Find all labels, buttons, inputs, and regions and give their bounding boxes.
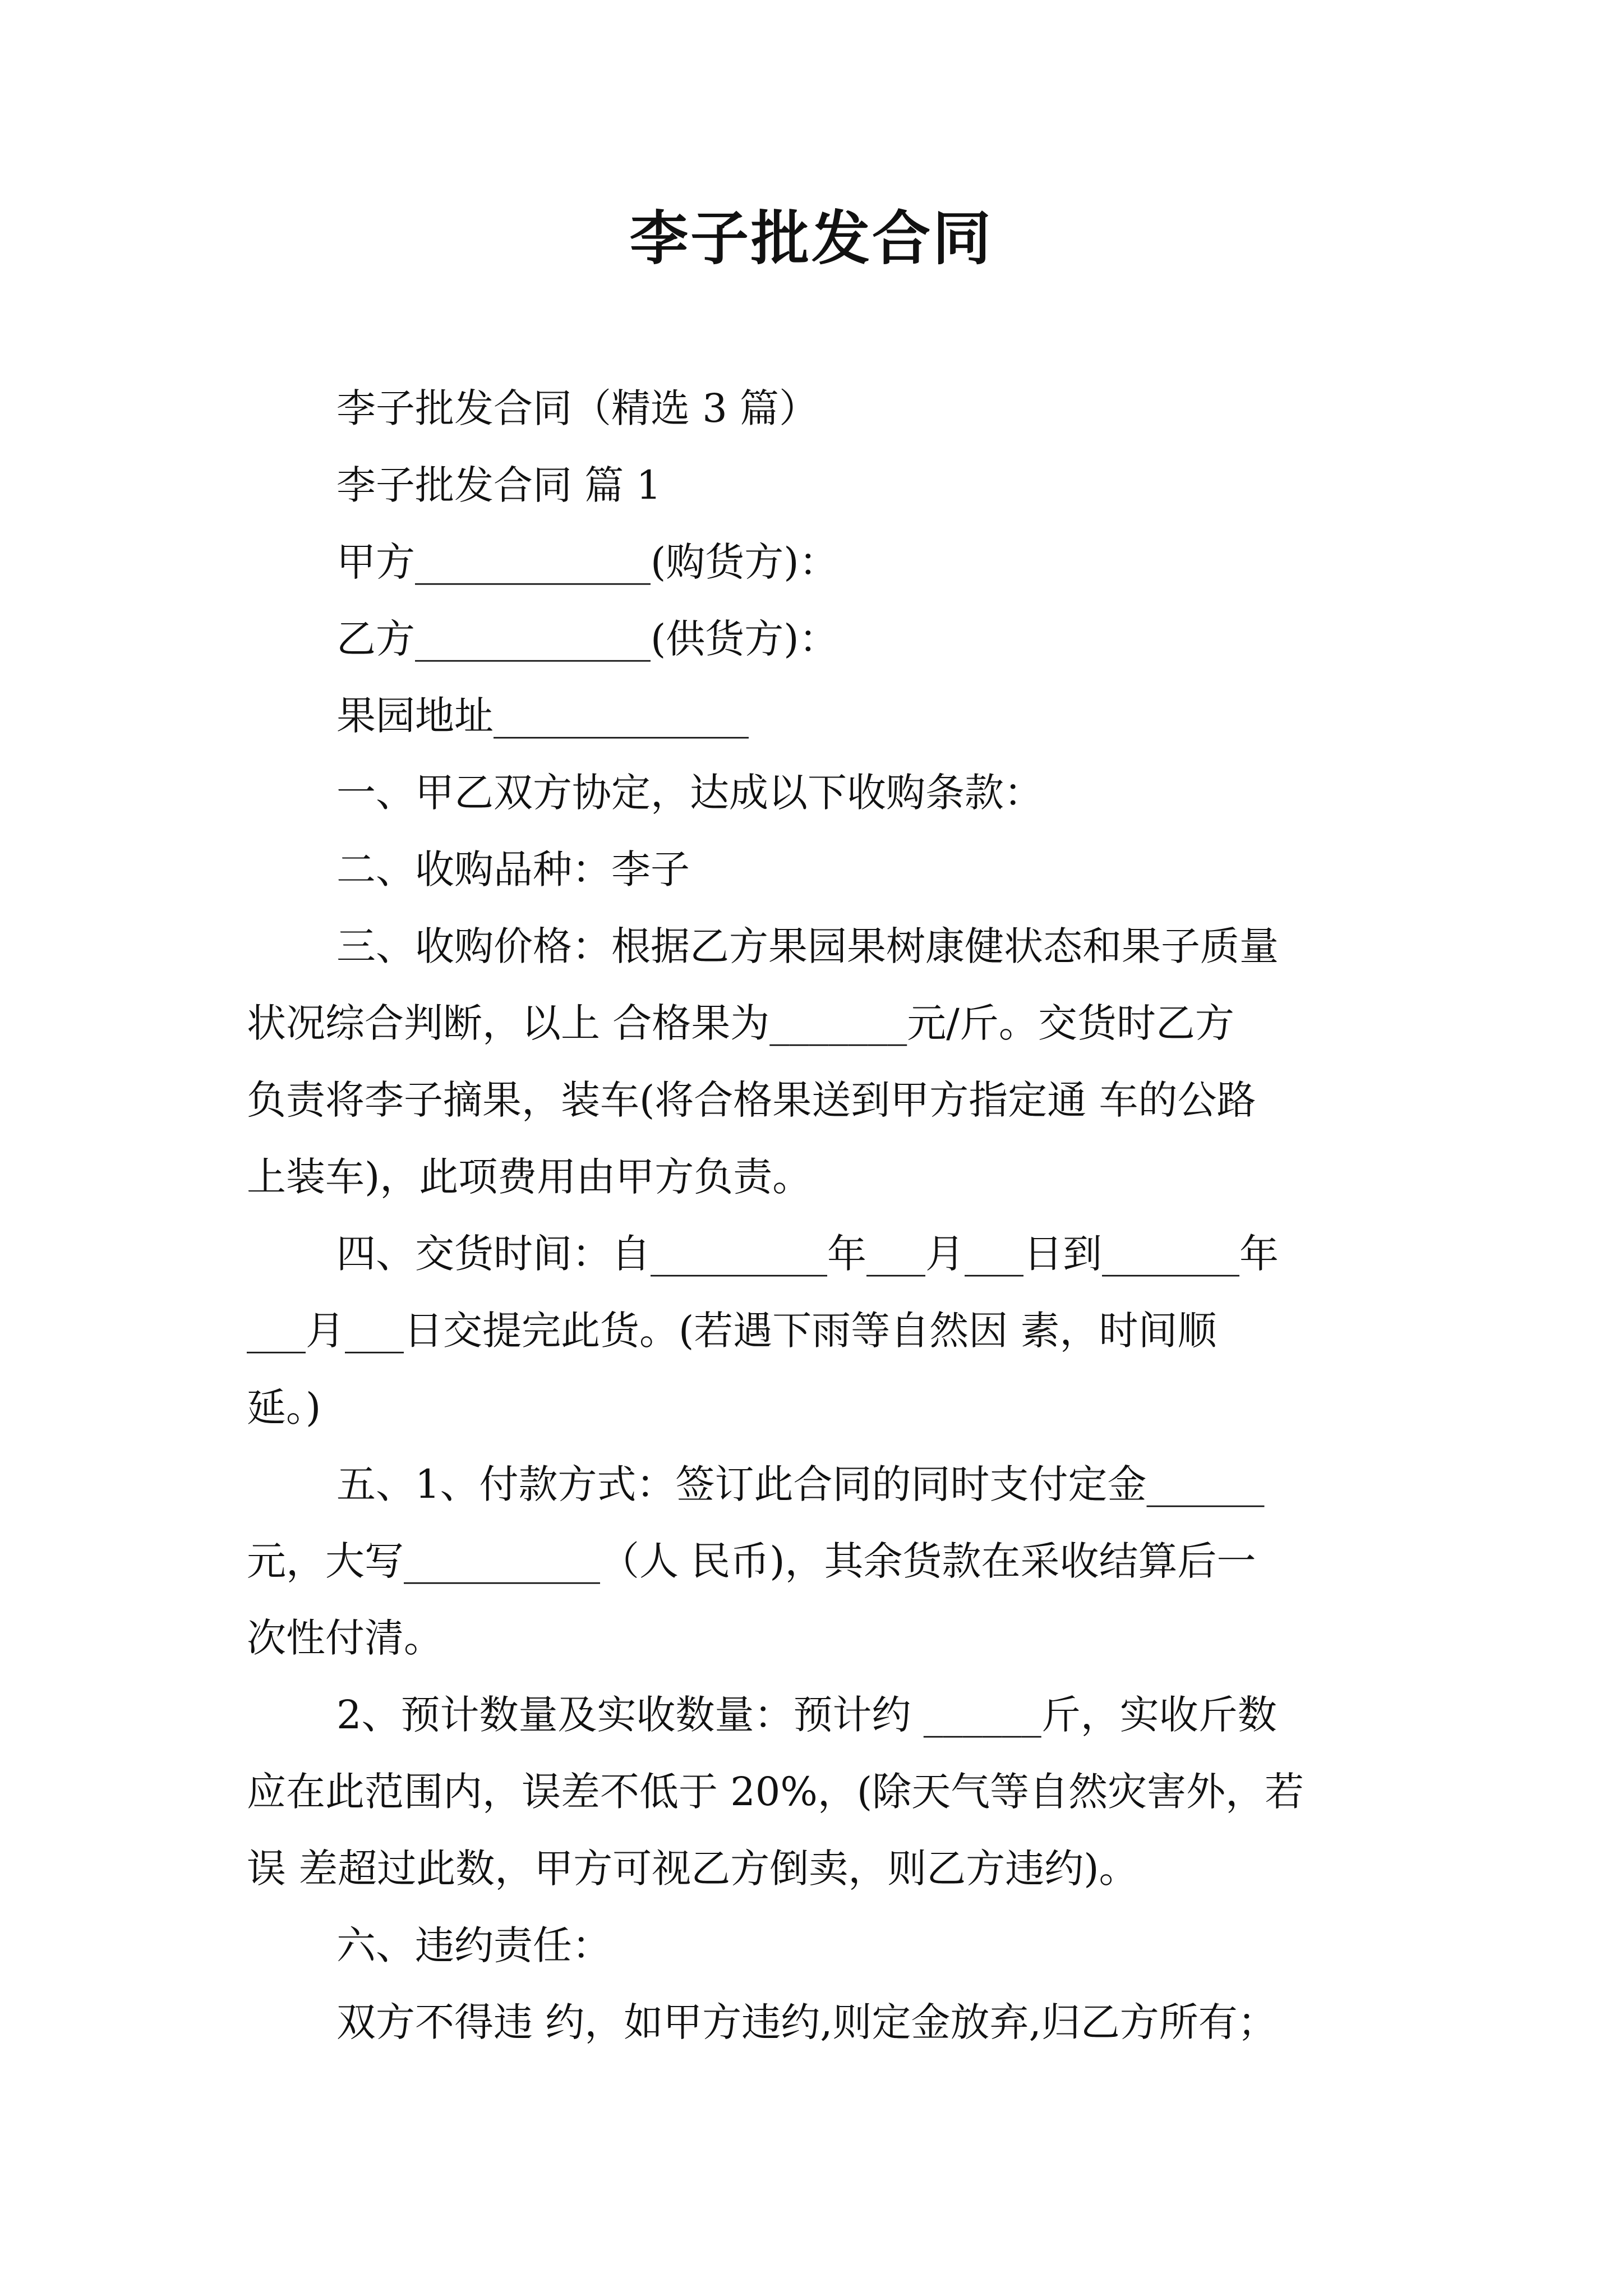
paragraph-line: 李子批发合同 篇 1: [336, 462, 662, 508]
paragraph-line: 状况综合判断，以上 合格果为_______元/斤。交货时乙方: [247, 1000, 1234, 1046]
paragraph-line: 李子批发合同（精选 3 篇）: [336, 385, 819, 431]
paragraph-line: 误 差超过此数，甲方可视乙方倒卖，则乙方违约)。: [247, 1846, 1138, 1892]
paragraph-line: 四、交货时间：自_________年___月___日到_______年: [336, 1231, 1279, 1277]
paragraph-line: 元，大写__________（人 民币)，其余货款在采收结算后一: [247, 1538, 1256, 1584]
paragraph-line: 负责将李子摘果，装车(将合格果送到甲方指定通 车的公路: [247, 1077, 1256, 1123]
document-title: 李子批发合同: [629, 204, 993, 273]
paragraph-line: 甲方____________(购货方)：: [336, 539, 838, 585]
paragraph-line: 双方不得违 约，如甲方违约,则定金放弃,归乙方所有；: [336, 1999, 1277, 2045]
paragraph-line: ___月___日交提完此货。(若遇下雨等自然因 素，时间顺: [247, 1308, 1217, 1354]
paragraph-line: 三、收购价格：根据乙方果园果树康健状态和果子质量: [336, 923, 1279, 969]
paragraph-line: 二、收购品种：李子: [336, 846, 690, 892]
paragraph-line: 五、1、付款方式：签订此合同的同时支付定金______: [336, 1461, 1265, 1507]
paragraph-line: 2、预计数量及实收数量：预计约 ______斤，实收斤数: [336, 1692, 1277, 1738]
document-body: [247, 370, 1396, 2061]
paragraph-line: 乙方____________(供货方)：: [336, 616, 838, 662]
paragraph-line: 应在此范围内，误差不低于 20%，(除天气等自然灾害外，若: [247, 1769, 1304, 1815]
paragraph-line: 延。): [247, 1384, 321, 1430]
paragraph-line: 上装车)，此项费用由甲方负责。: [247, 1154, 812, 1200]
paragraph-line: 一、甲乙双方协定，达成以下收购条款：: [336, 770, 1043, 816]
paragraph-line: 六、违约责任：: [336, 1922, 611, 1968]
paragraph-line: 果园地址_____________: [336, 693, 749, 739]
paragraph-line: 次性付清。: [247, 1615, 443, 1661]
